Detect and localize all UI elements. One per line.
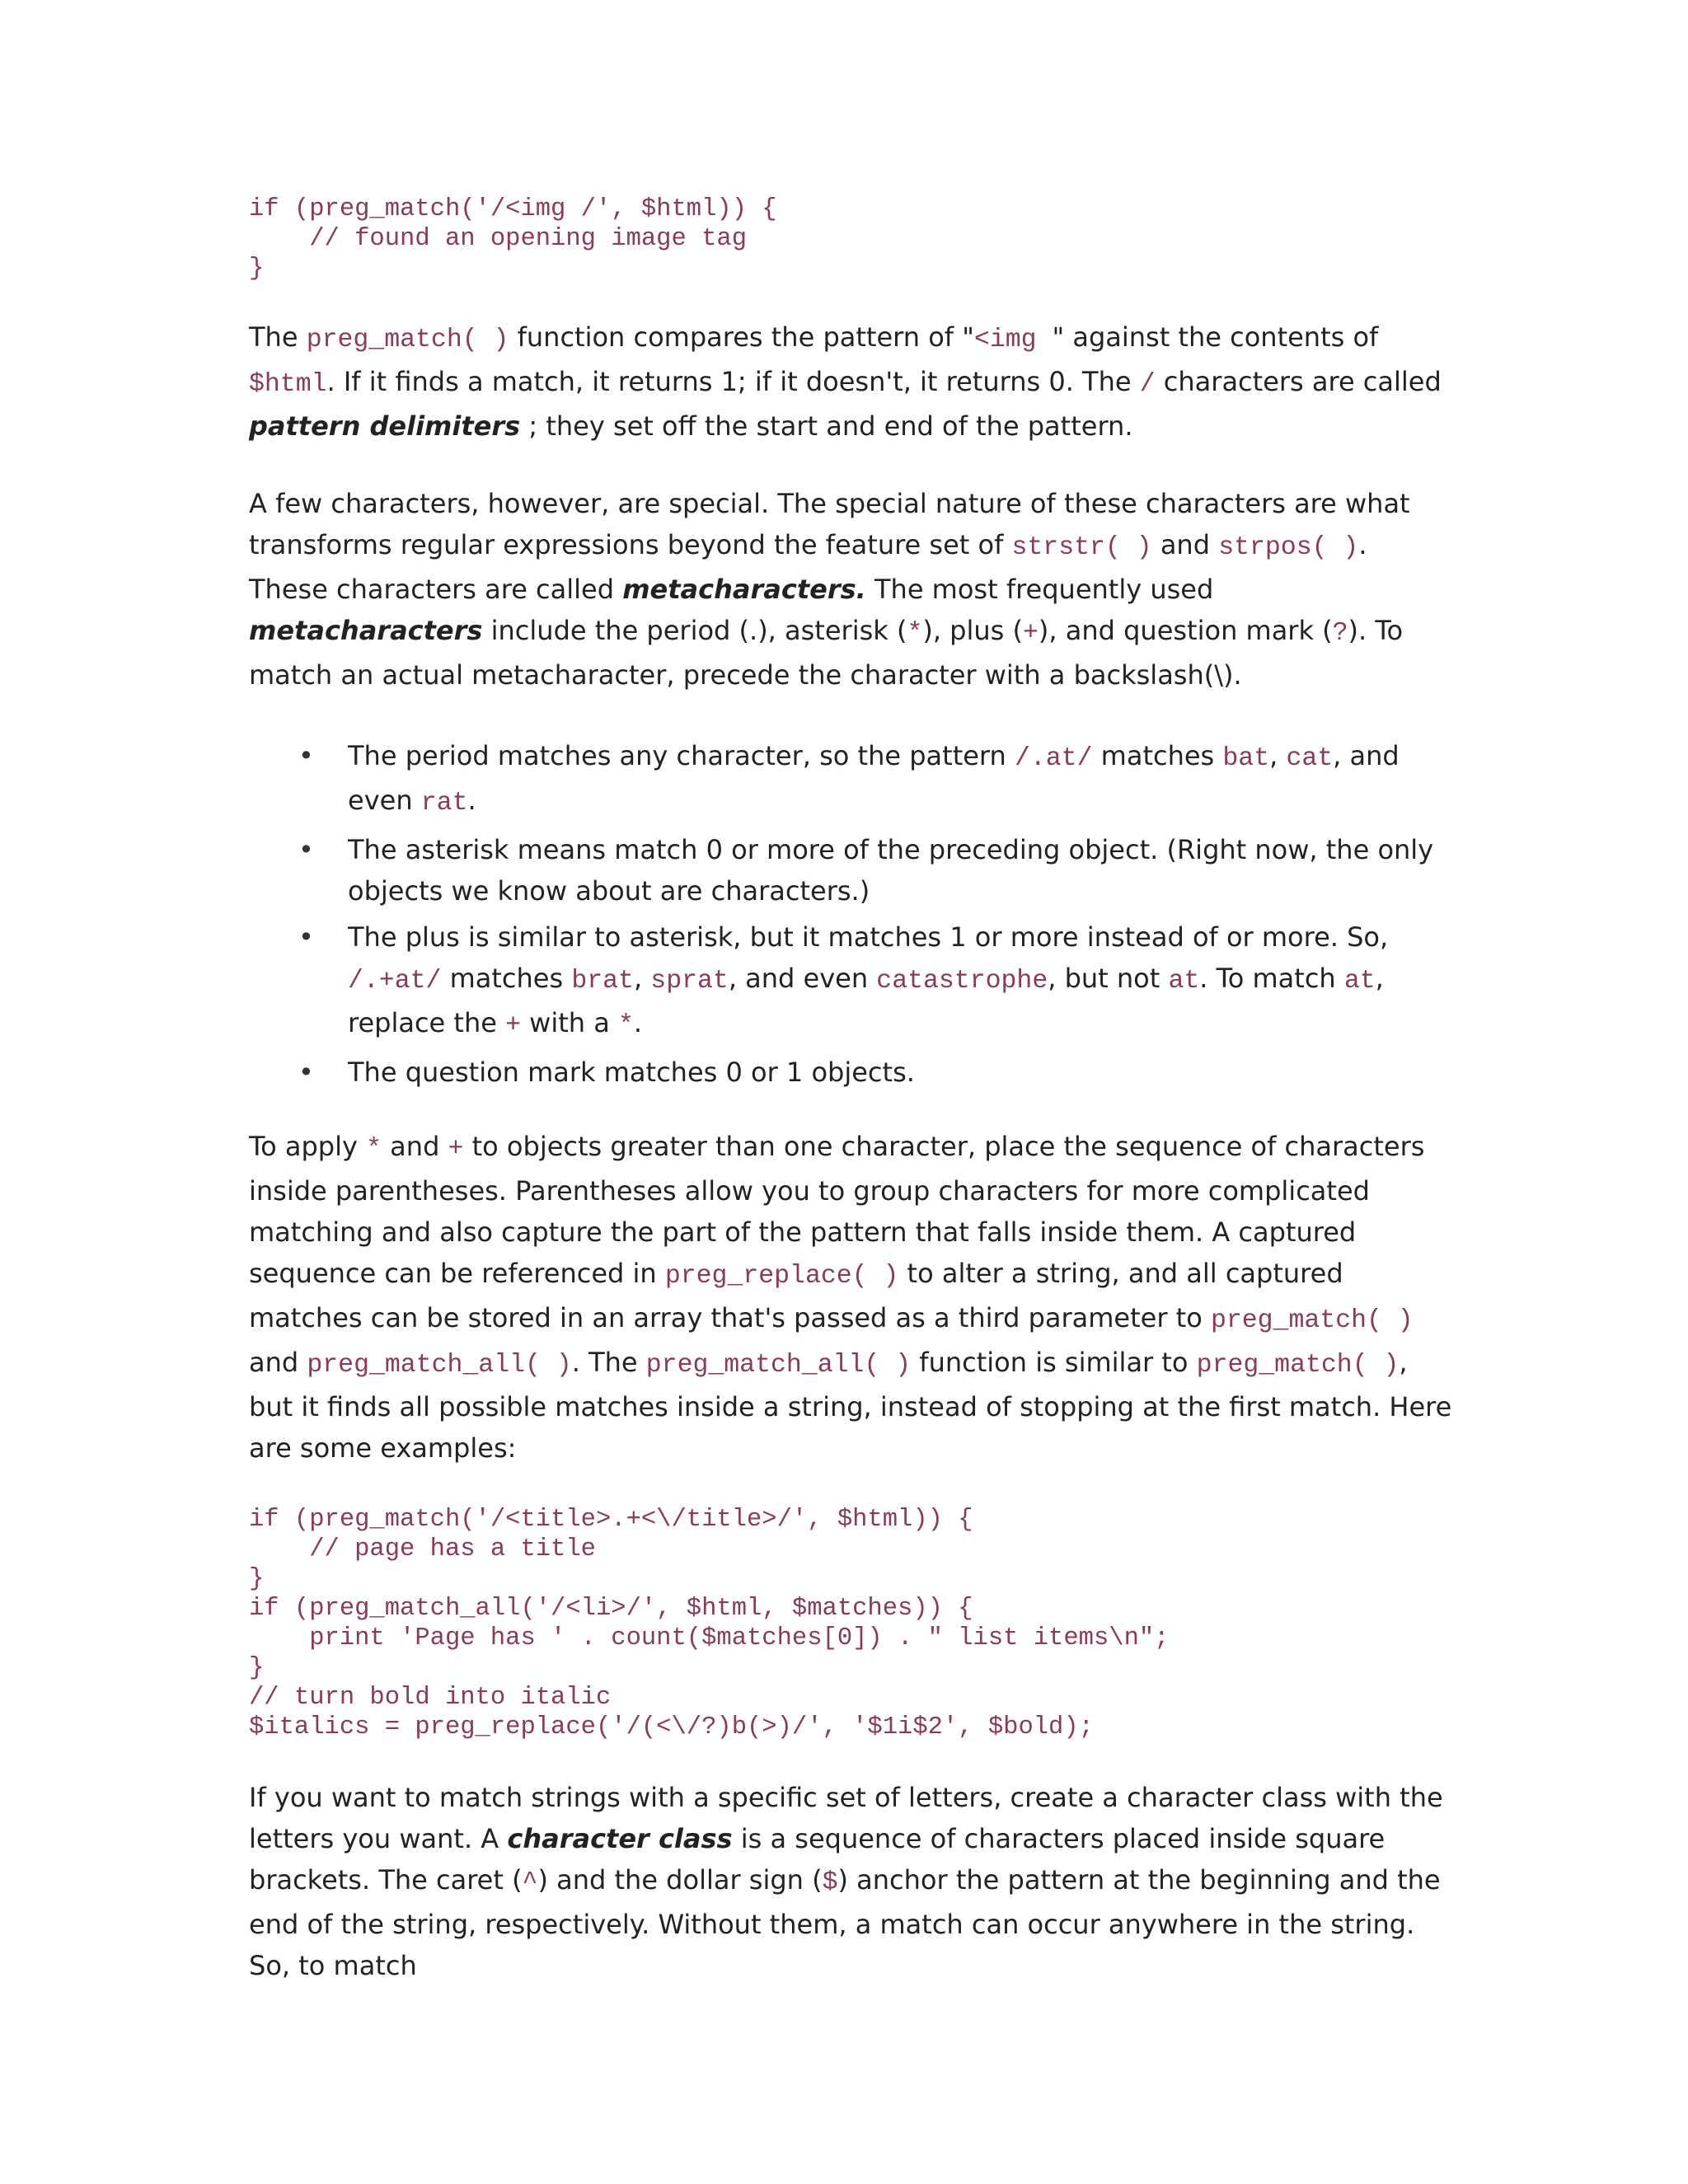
inline-code: cat (1286, 744, 1334, 773)
text: The plus is similar to asterisk, but it matches 1 or more instead of or more. So, (348, 921, 1389, 953)
text: ; they set off the start and end of the pattern. (520, 410, 1133, 442)
text: . If it finds a match, it returns 1; if it doesn't, it returns 0. The (326, 366, 1140, 397)
code-block-bold-to-italic: // turn bold into italic $italics = preg_replace('/(<\/?)b(>)/', '$1i$2', $bold); (249, 1684, 1094, 1741)
inline-code: preg_match( ) (306, 326, 509, 354)
inline-code: at (1343, 967, 1376, 996)
text: . These characters are called (249, 529, 1367, 605)
inline-code: brat (571, 967, 634, 996)
text: . The (571, 1347, 646, 1378)
paragraph-preg-match-intro (249, 316, 1452, 447)
text: is a sequence of characters placed inside square brackets. The caret ( (249, 1823, 1386, 1896)
inline-code: <img (973, 326, 1053, 354)
text: include the period (.), asterisk ( (482, 615, 907, 646)
text: ) anchor the pattern at the beginning and the end of the string, respectively. Without them, a match can occur anywhere in the string. So, to match (249, 1864, 1441, 1981)
inline-code: / (1139, 370, 1156, 399)
text: , (633, 963, 651, 994)
inline-code: ^ (522, 1868, 538, 1897)
paragraph-metacharacters (249, 483, 1452, 696)
inline-code: at (1168, 967, 1200, 996)
term-metacharacters: metacharacters (249, 615, 483, 646)
term-metacharacters: metacharacters. (622, 574, 866, 605)
text: " against the contents of (1052, 321, 1379, 353)
inline-code: + (1022, 619, 1039, 648)
metacharacter-list (249, 735, 1452, 1093)
text: The (249, 321, 307, 353)
list-item-plus (348, 916, 1452, 1047)
inline-code: /.at/ (1014, 744, 1093, 773)
list-item-question-mark (348, 1052, 1452, 1093)
text: , and even (348, 740, 1400, 816)
paragraph-character-class (249, 1777, 1452, 1986)
inline-code: + (505, 1011, 521, 1040)
text: . (467, 785, 476, 816)
inline-code: preg_match_all( ) (645, 1351, 912, 1380)
paragraph-grouping (249, 1126, 1452, 1469)
inline-code: + (448, 1135, 464, 1164)
text: function is similar to (911, 1347, 1197, 1378)
text: and (1151, 529, 1219, 560)
inline-code: * (618, 1011, 634, 1040)
text: characters are called (1155, 366, 1442, 397)
inline-code: preg_replace( ) (664, 1262, 899, 1291)
term-pattern-delimiters: pattern delimiters (249, 410, 521, 442)
inline-code: strstr( ) (1011, 533, 1152, 562)
inline-code: rat (420, 789, 468, 818)
text: . To match (1199, 963, 1344, 994)
text: matches (441, 963, 572, 994)
text: The question mark matches 0 or 1 objects. (348, 1057, 915, 1088)
code-block-title-match: if (preg_match('/<title>.+<\/title>/', $html)) { // page has a title } (249, 1506, 973, 1593)
inline-code: preg_match_all( ) (307, 1351, 572, 1380)
inline-code: catastrophe (876, 967, 1048, 996)
inline-code: * (907, 619, 923, 648)
text: , replace the (348, 963, 1384, 1038)
text: If you want to match strings with a specific set of letters, create a character class with the letters you want. A (249, 1782, 1443, 1854)
code-block-list-items: if (preg_match_all('/<li>/', $html, $matches)) { print 'Page has ' . count($matches[0]) . " list items\n"; } (249, 1595, 1170, 1682)
inline-code: preg_match( ) (1210, 1306, 1414, 1335)
text: function compares the pattern of " (509, 321, 974, 353)
text: , but not (1048, 963, 1169, 994)
text: ). To match an actual metacharacter, precede the character with a backslash(\). (249, 615, 1404, 691)
text: ) and the dollar sign ( (537, 1864, 823, 1896)
document-page (249, 194, 1452, 1986)
text: to alter a string, and all captured matches can be stored in an array that's passed as a third parameter to (249, 1258, 1343, 1333)
text: . (633, 1007, 643, 1038)
inline-code: $ (822, 1868, 838, 1897)
inline-code: $html (249, 370, 327, 399)
text: , (1269, 740, 1287, 771)
text: The asterisk means match 0 or more of the preceding object. (Right now, the only objects we know about are characters.) (348, 834, 1434, 907)
list-item-asterisk (348, 829, 1452, 912)
inline-code: sprat (650, 967, 729, 996)
inline-code: preg_match( ) (1196, 1351, 1400, 1380)
text: and (249, 1347, 307, 1378)
text: to objects greater than one character, place the sequence of characters inside parentheses. Parentheses allow you to group characters for more complicated matching and also capture the part of the pattern that falls inside them. A captured sequence can be referenced in (249, 1131, 1425, 1289)
inline-code: bat (1222, 744, 1270, 773)
inline-code: * (366, 1135, 382, 1164)
text: The period matches any character, so the pattern (348, 740, 1015, 771)
text: ), plus ( (922, 615, 1023, 646)
inline-code: /.+at/ (348, 967, 442, 996)
text: A few characters, however, are special. The special nature of these characters are what transforms regular expressions beyond the feature set of (249, 488, 1410, 560)
text: and (382, 1131, 448, 1162)
text: matches (1092, 740, 1223, 771)
inline-code: ? (1332, 619, 1348, 648)
text: The most frequently used (865, 574, 1214, 605)
text: , but it finds all possible matches inside a string, instead of stopping at the first match. Here are some examples: (249, 1347, 1452, 1464)
text: with a (521, 1007, 619, 1038)
list-item-period (348, 735, 1452, 824)
inline-code: strpos( ) (1218, 533, 1359, 562)
term-character-class: character class (507, 1823, 733, 1854)
code-block-img-match: if (preg_match('/<img /', $html)) { // found an opening image tag } (249, 195, 777, 283)
text: ), and question mark ( (1038, 615, 1333, 646)
text: , and even (728, 963, 877, 994)
text: To apply (249, 1131, 367, 1162)
